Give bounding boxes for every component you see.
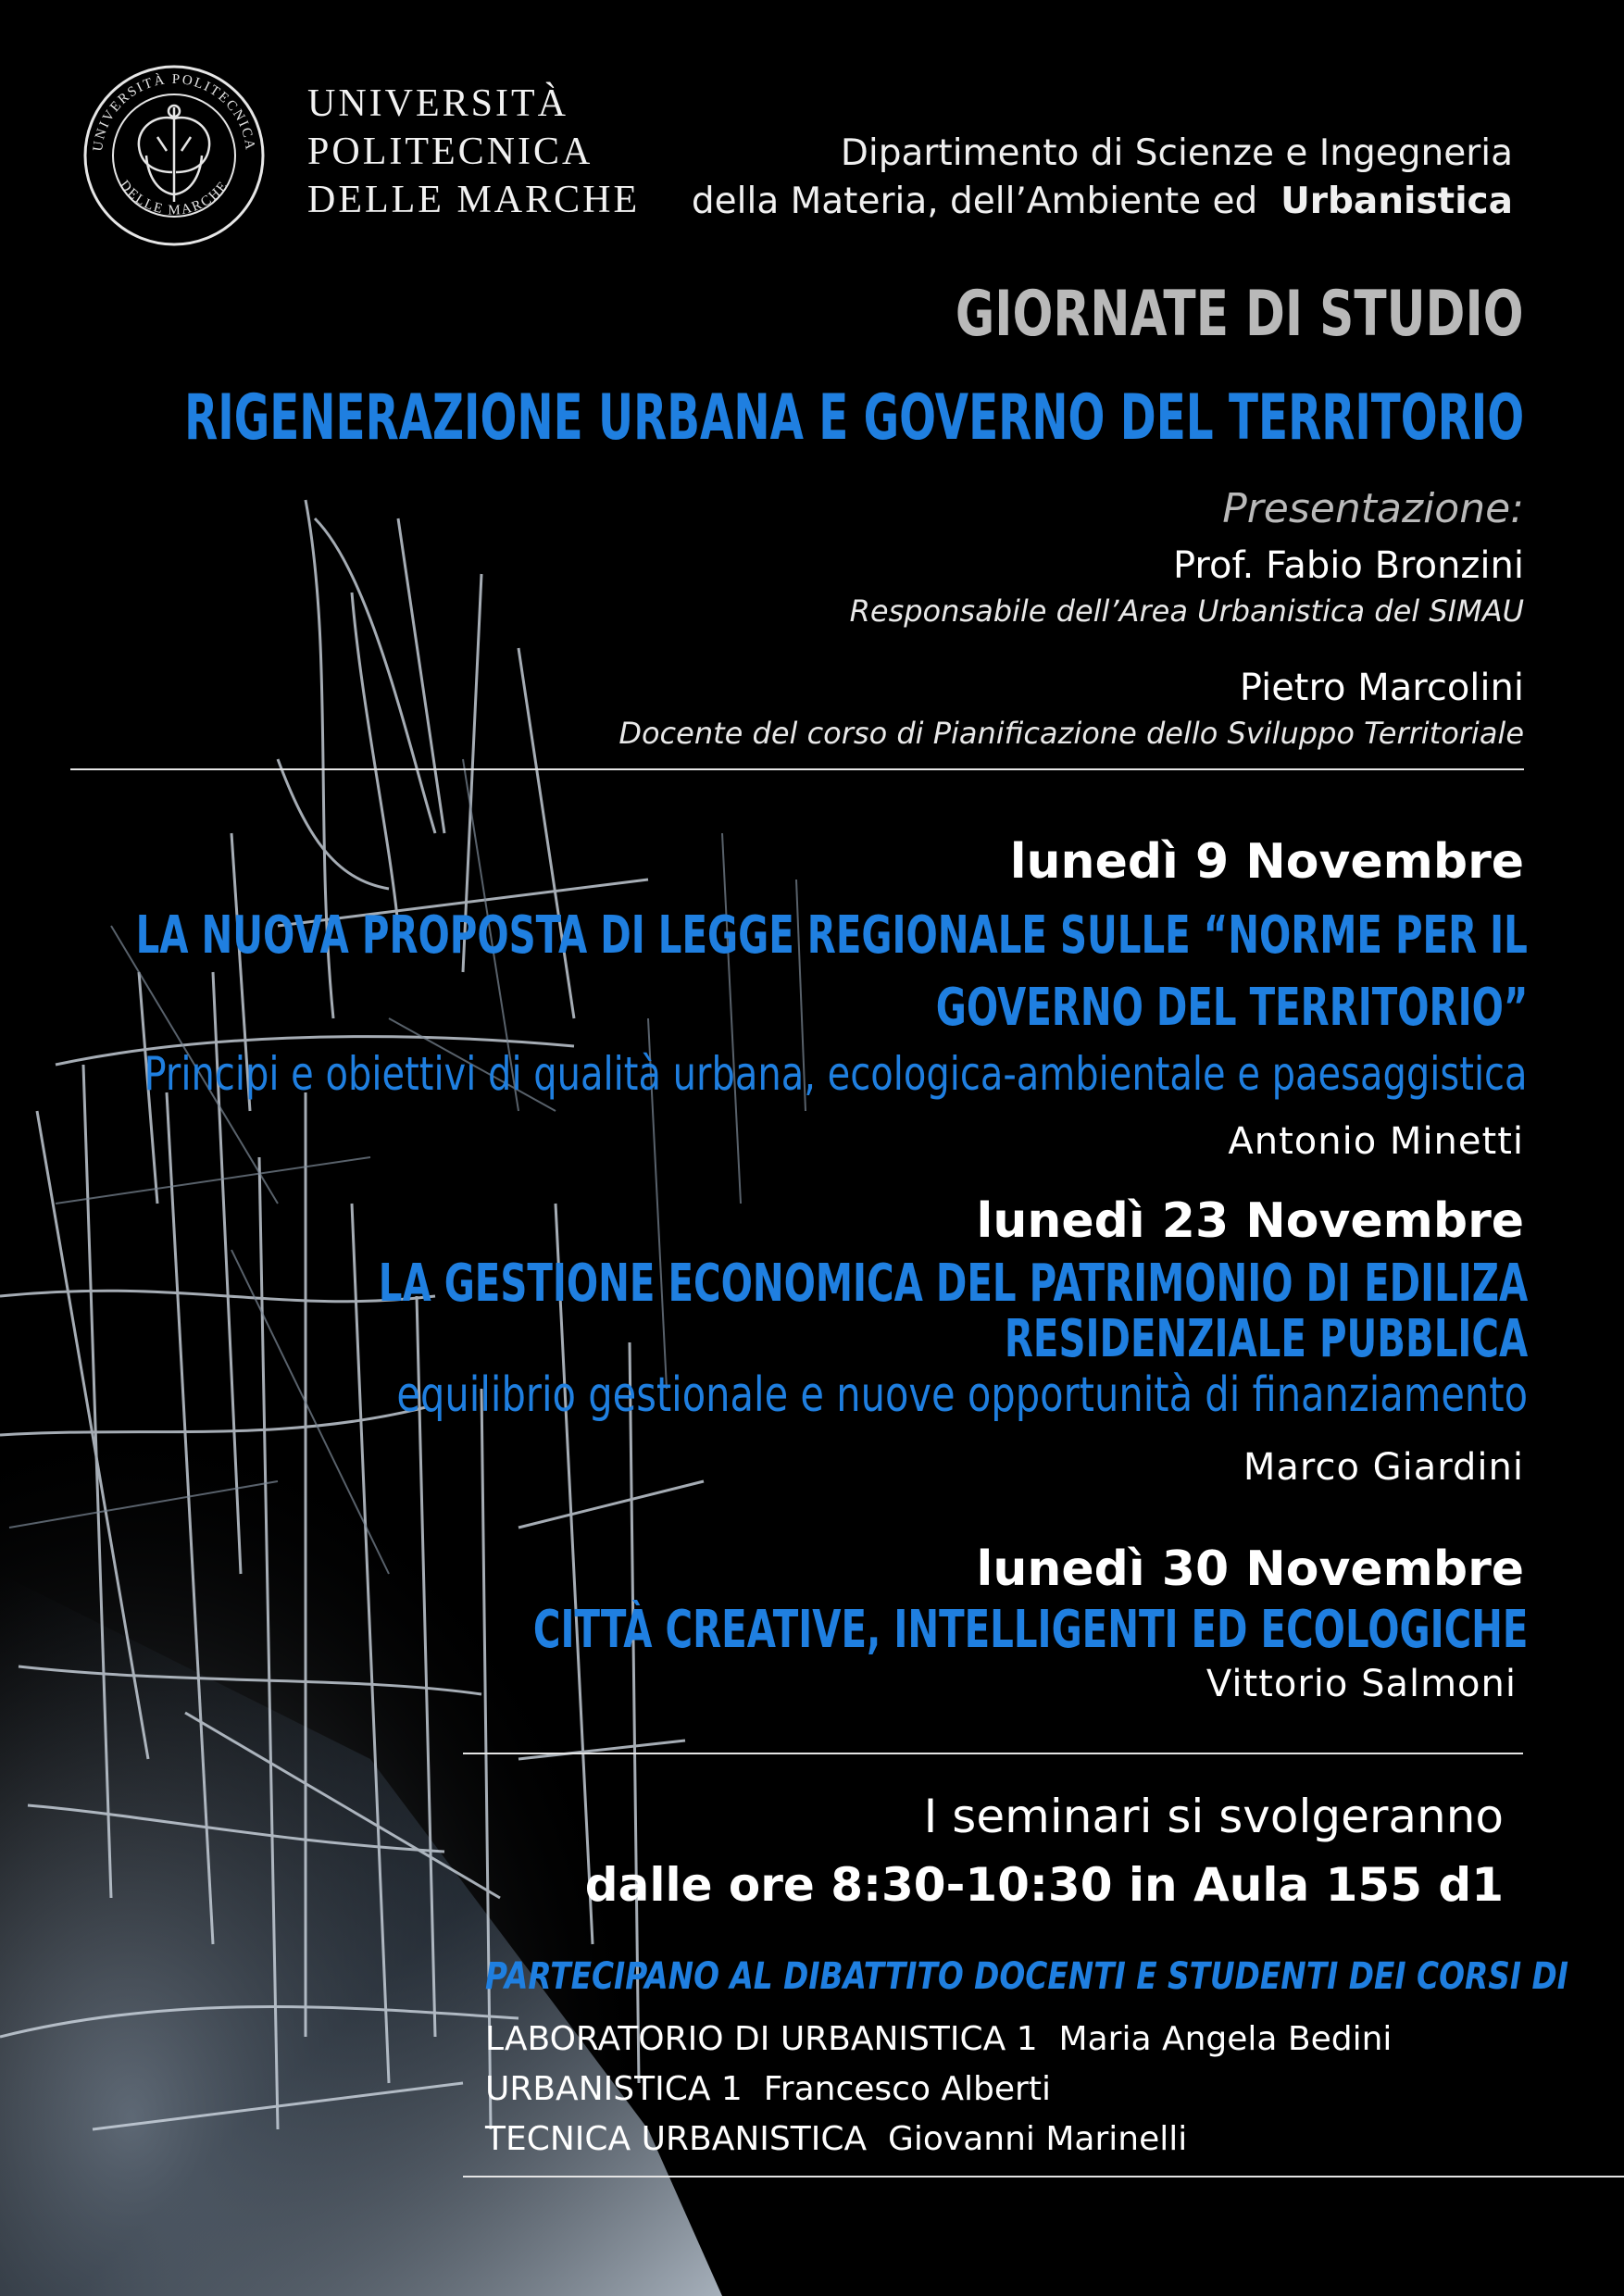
session-1-speaker: Antonio Minetti <box>1228 1120 1524 1163</box>
presentation-label: Presentazione: <box>1222 485 1524 532</box>
course-1-teacher: Maria Angela Bedini <box>1058 2020 1393 2058</box>
session-2-subtitle: equilibrio gestionale e nuove opportunità di finanziamento <box>396 1367 1528 1423</box>
department-block <box>692 130 1513 226</box>
participants-heading-wrap <box>485 1953 1624 2000</box>
course-2-name: URBANISTICA 1 <box>485 2070 743 2108</box>
session-2-title-line1-wrap <box>0 1254 1528 1315</box>
course-row-2 <box>485 2066 1051 2113</box>
department-line2-bold: Urbanistica <box>1280 181 1513 222</box>
department-line1: Dipartimento di Scienze e Ingegneria <box>840 132 1513 174</box>
university-seal-logo <box>81 63 267 248</box>
session-1-title-line2: GOVERNO DEL TERRITORIO” <box>935 978 1528 1038</box>
course-1-name: LABORATORIO DI URBANISTICA 1 <box>485 2020 1038 2058</box>
session-1-subtitle: Principi e obiettivi di qualità urbana, ecologica-ambientale e paesaggistica <box>144 1047 1528 1101</box>
course-3-teacher: Giovanni Marinelli <box>887 2120 1188 2158</box>
session-1-title-line2-wrap <box>706 978 1528 1039</box>
schedule-line2: dalle ore 8:30-10:30 in Aula 155 d1 <box>584 1858 1504 1912</box>
divider-top <box>70 768 1524 770</box>
university-name-line1: UNIVERSITÀ <box>307 82 568 125</box>
course-3-name: TECNICA URBANISTICA <box>485 2120 868 2158</box>
kicker-wrap <box>776 278 1524 352</box>
university-name-line2: POLITECNICA <box>307 131 593 173</box>
department-line2 <box>692 178 1513 226</box>
participants-heading: PARTECIPANO AL DIBATTITO DOCENTI E STUDENTI DEI CORSI DI <box>485 1955 1568 1998</box>
session-1-title-line1: LA NUOVA PROPOSTA DI LEGGE REGIONALE SULLE “NORME PER IL <box>135 905 1528 966</box>
session-2-title-line1: LA GESTIONE ECONOMICA DEL PATRIMONIO DI EDILIZA <box>378 1254 1528 1314</box>
schedule-line1: I seminari si svolgeranno <box>923 1790 1504 1843</box>
presenter-1-name: Prof. Fabio Bronzini <box>1172 544 1524 587</box>
seal-text-top: UNIVERSITÀ POLITECNICA <box>90 71 258 153</box>
session-2-date: lunedì 23 Novembre <box>976 1193 1524 1249</box>
presenter-2-name: Pietro Marcolini <box>1239 667 1524 709</box>
session-2-title-line2-wrap <box>801 1309 1528 1370</box>
course-row-1 <box>485 2016 1392 2063</box>
seal-text-bottom: DELLE MARCHE <box>116 178 232 218</box>
divider-middle <box>463 1753 1523 1754</box>
university-name-line3: DELLE MARCHE <box>307 179 641 221</box>
session-1-subtitle-wrap <box>0 1046 1528 1102</box>
session-3-title-line1: CITTÀ CREATIVE, INTELLIGENTI ED ECOLOGICHE <box>532 1600 1528 1660</box>
course-row-3 <box>485 2116 1187 2163</box>
session-2-subtitle-wrap <box>114 1366 1528 1424</box>
event-kicker: GIORNATE DI STUDIO <box>956 278 1524 351</box>
session-3-date: lunedì 30 Novembre <box>976 1541 1524 1597</box>
university-name <box>307 80 640 224</box>
session-1-date: lunedì 9 Novembre <box>1009 834 1524 890</box>
session-1-title-line1-wrap <box>0 905 1528 967</box>
session-3-title-line1-wrap <box>146 1600 1528 1661</box>
course-2-teacher: Francesco Alberti <box>763 2070 1051 2108</box>
divider-bottom <box>463 2176 1624 2177</box>
session-3-speaker: Vittorio Salmoni <box>1206 1663 1517 1705</box>
department-line2-text: della Materia, dell’Ambiente ed <box>691 181 1258 222</box>
session-2-title-line2: RESIDENZIALE PUBBLICA <box>1004 1309 1528 1369</box>
event-title: RIGENERAZIONE URBANA E GOVERNO DEL TERRITORIO <box>183 381 1524 455</box>
presenter-1-role: Responsabile dell’Area Urbanistica del SIMAU <box>849 593 1524 629</box>
session-2-speaker: Marco Giardini <box>1243 1446 1524 1489</box>
title-wrap <box>0 381 1524 455</box>
presenter-2-role: Docente del corso di Pianificazione dello Sviluppo Territoriale <box>618 716 1524 751</box>
